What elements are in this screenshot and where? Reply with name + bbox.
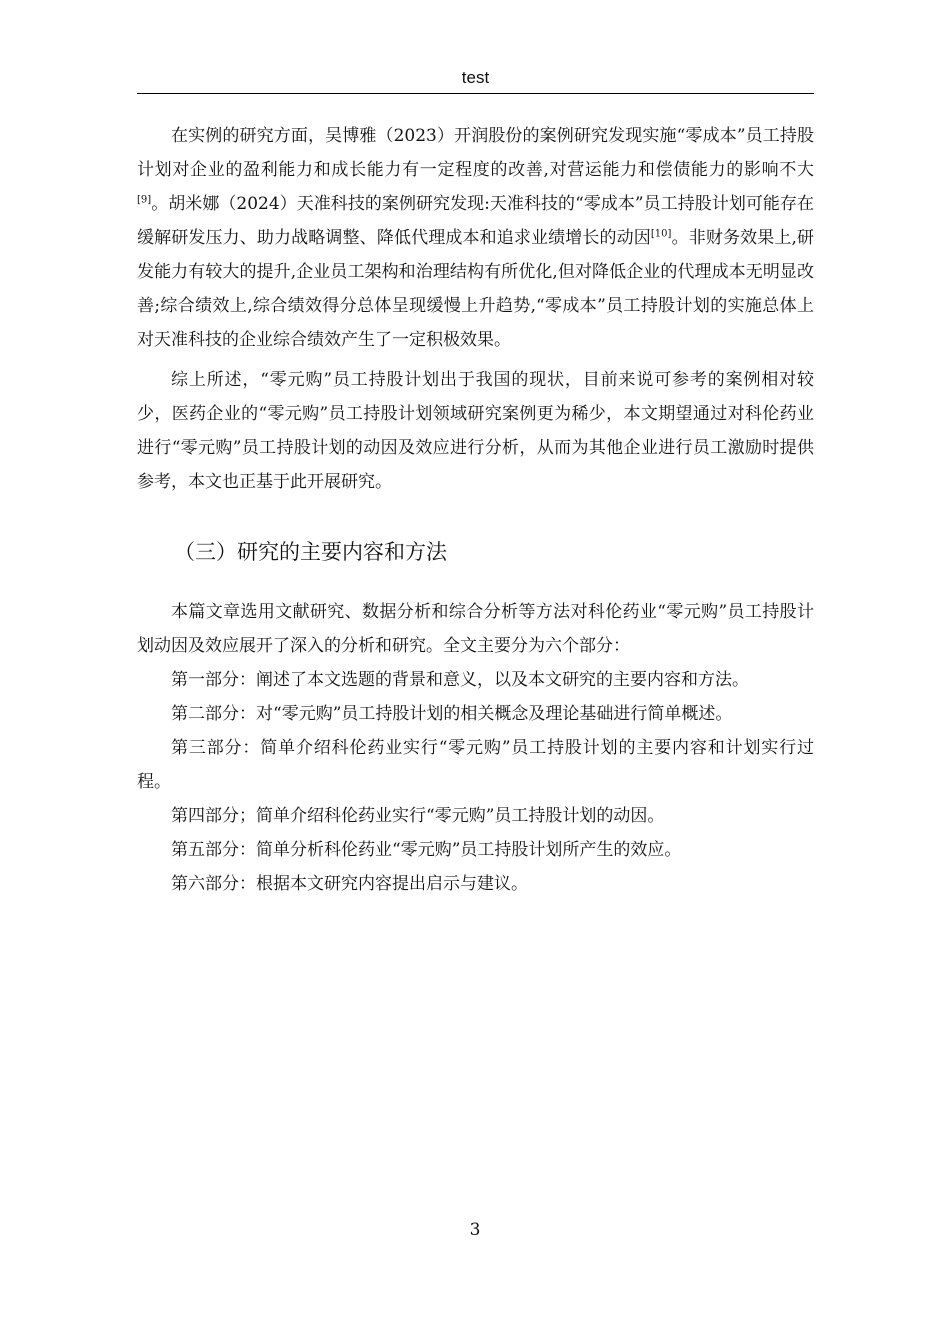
paragraph-literature-cases bbox=[137, 119, 814, 357]
list-item: 第四部分；简单介绍科伦药业实行“零元购”员工持股计划的动因。 bbox=[171, 806, 665, 826]
page-number: 3 bbox=[469, 1220, 481, 1240]
section-heading: （三）研究的主要内容和方法 bbox=[174, 540, 447, 564]
paragraph-text: 。非财务效果上,研发能力有较大的提升,企业员工架构和治理结构有所优化,但对降低企业的代理成本无明显改善;综合绩效上,综合绩效得分总体呈现缓慢上升趋势,“零成本”员工持股计划的实施总体上对天准科技的企业综合绩效产生了一定积极效果。 bbox=[137, 228, 815, 350]
list-item: 第一部分：阐述了本文选题的背景和意义，以及本文研究的主要内容和方法。 bbox=[171, 670, 749, 690]
list-item: 第三部分：简单介绍科伦药业实行“零元购”员工持股计划的主要内容和计划实行过程。 bbox=[137, 738, 814, 792]
citation-ref: [9] bbox=[137, 194, 152, 206]
paragraph-methods: 本篇文章选用文献研究、数据分析和综合分析等方法对科伦药业“零元购”员工持股计划动因及效应展开了深入的分析和研究。全文主要分为六个部分： bbox=[137, 602, 814, 656]
list-item: 第五部分：简单分析科伦药业“零元购”员工持股计划所产生的效应。 bbox=[171, 840, 682, 860]
list-item: 第六部分：根据本文研究内容提出启示与建议。 bbox=[171, 874, 528, 894]
paragraph-text: 。胡米娜（2024）天准科技的案例研究发现:天准科技的“零成本”员工持股计划可能存在缓解研发压力、助力战略调整、降低代理成本和追求业绩增长的动因 bbox=[137, 194, 814, 248]
paragraph-text: 在实例的研究方面，吴博雅（2023）开润股份的案例研究发现实施“零成本”员工持股计划对企业的盈利能力和成长能力有一定程度的改善,对营运能力和偿债能力的影响不大 bbox=[137, 126, 814, 180]
list-item: 第二部分：对“零元购”员工持股计划的相关概念及理论基础进行简单概述。 bbox=[171, 704, 733, 724]
paragraph-summary: 综上所述，“零元购”员工持股计划出于我国的现状，目前来说可参考的案例相对较少，医药企业的“零元购”员工持股计划领域研究案例更为稀少，本文期望通过对科伦药业进行“零元购”员工持股计划的动因及效应进行分析，从而为其他企业进行员工激励时提供参考，本文也正基于此开展研究。 bbox=[137, 370, 814, 492]
running-header: test bbox=[461, 68, 490, 87]
citation-ref: [10] bbox=[650, 228, 672, 240]
page-body bbox=[137, 119, 814, 901]
header-rule bbox=[137, 93, 814, 94]
